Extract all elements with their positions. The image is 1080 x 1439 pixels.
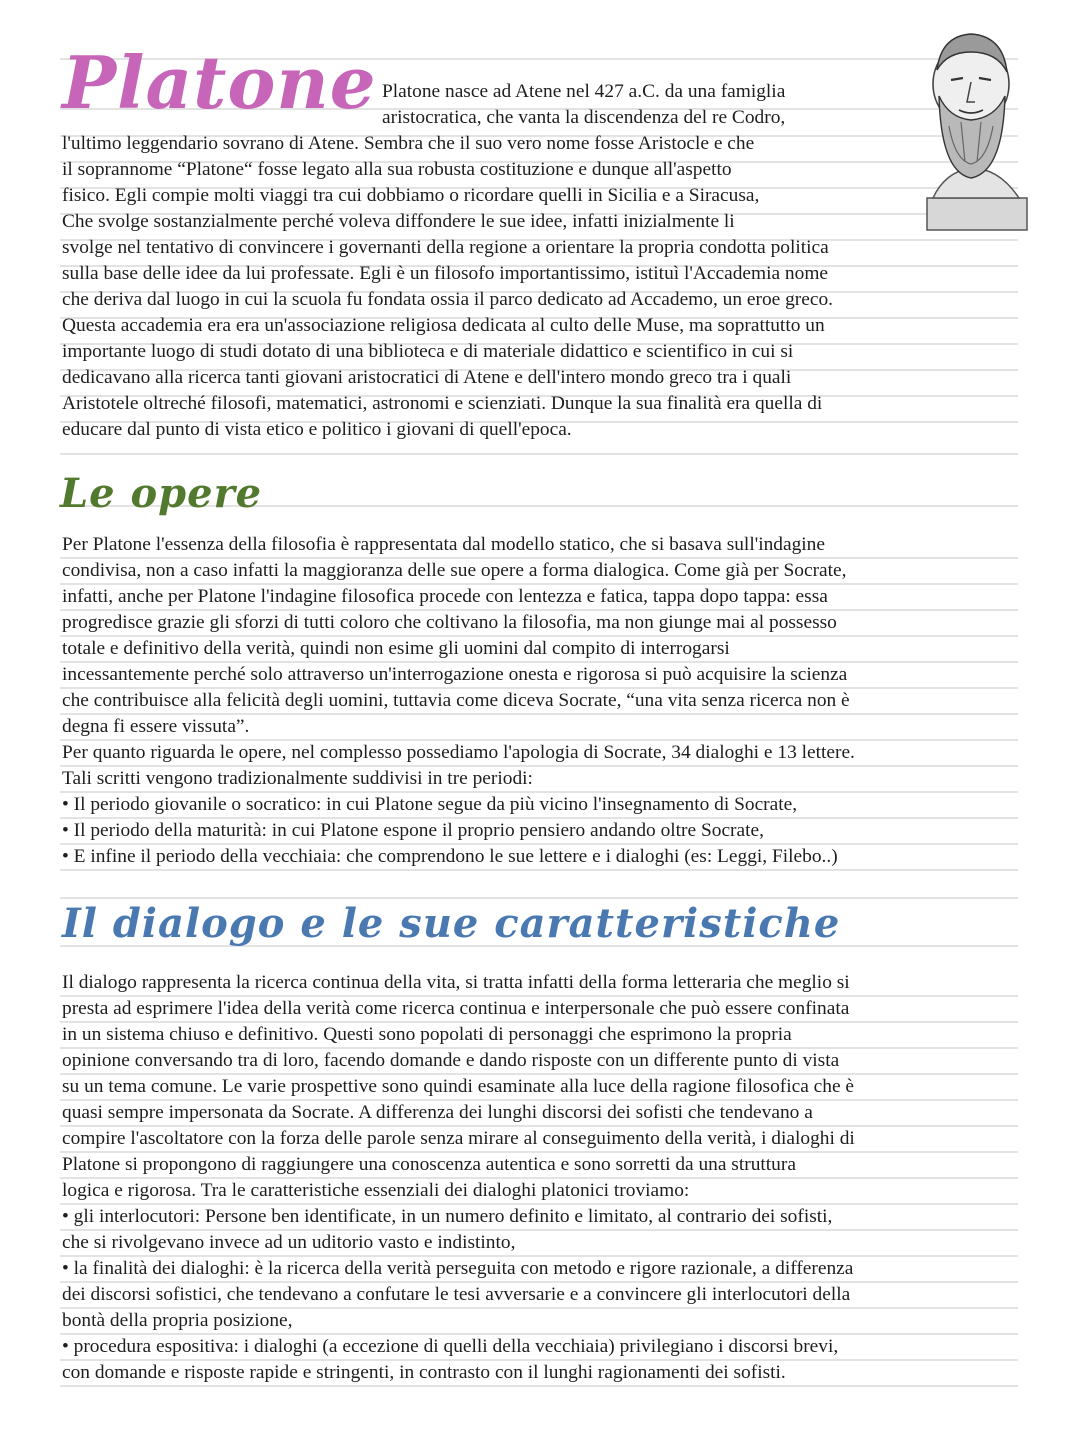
platone-intro <box>382 79 785 131</box>
text-line: Per quanto riguarda le opere, nel complesso possediamo l'apologia di Socrate, 34 dialoghi e 13 lettere. <box>62 742 855 763</box>
text-line: che deriva dal luogo in cui la scuola fu fondata ossia il parco dedicato ad Accademo, un eroe greco. <box>62 289 834 310</box>
list-item: • E infine il periodo della vecchiaia: che comprendono le sue lettere e i dialoghi (es: Leggi, Filebo..) <box>62 846 838 867</box>
text-line: totale e definitivo della verità, quindi non esime gli uomini dal compito di interrogarsi <box>62 638 730 659</box>
text-line: che contribuisce alla felicità degli uomini, tuttavia come diceva Socrate, “una vita senza ricerca non è <box>62 690 850 711</box>
list-item: • Il periodo della maturità: in cui Platone espone il proprio pensiero andando oltre Socrate, <box>62 820 764 841</box>
list-item: • la finalità dei dialoghi: è la ricerca della verità perseguita con metodo e rigore razionale, a differenza <box>62 1258 854 1279</box>
text-line: dei discorsi sofistici, che tendevano a confutare le tesi avversarie e a convincere gli interlocutori della <box>62 1284 851 1305</box>
text-line: logica e rigorosa. Tra le caratteristiche essenziali dei dialoghi platonici troviamo: <box>62 1180 690 1201</box>
text-line: su un tema comune. Le varie prospettive sono quindi esaminate alla luce della ragione filosofica che è <box>62 1076 855 1097</box>
list-item: • procedura espositiva: i dialoghi (a eccezione di quelli della vecchiaia) privilegiano i discorsi brevi, <box>62 1336 839 1357</box>
text-line: opinione conversando tra di loro, facendo domande e dando risposte con un differente punto di vista <box>62 1050 840 1071</box>
text-line: educare dal punto di vista etico e politico i giovani di quell'epoca. <box>62 419 572 440</box>
text-line: fisico. Egli compie molti viaggi tra cui dobbiamo o ricordare quelli in Sicilia e a Siracusa, <box>62 185 760 206</box>
text-line: Che svolge sostanzialmente perché voleva diffondere le sue idee, infatti inizialmente li <box>62 211 735 232</box>
text-line: condivisa, non a caso infatti la maggioranza delle sue opere a forma dialogica. Come già per Socrate, <box>62 560 847 581</box>
text-line: incessantemente perché solo attraverso un'interrogazione onesta e rigorosa si può acquisire la scienza <box>62 664 848 685</box>
text-line: compire l'ascoltatore con la forza delle parole senza mirare al conseguimento della verità, i dialoghi di <box>62 1128 855 1149</box>
list-item: • gli interlocutori: Persone ben identificate, in un numero definito e limitato, al contrario dei sofisti, <box>62 1206 833 1227</box>
text-line: sulla base delle idee da lui professate. Egli è un filosofo importantissimo, istituì l'Accademia nome <box>62 263 829 284</box>
text-line: che si rivolgevano invece ad un uditorio vasto e indistinto, <box>62 1232 516 1253</box>
text-line: aristocratica, che vanta la discendenza del re Codro, <box>382 107 786 128</box>
text-line: in un sistema chiuso e definitivo. Questi sono popolati di personaggi che esprimono la propria <box>62 1024 792 1045</box>
opere-paragraph <box>62 532 855 870</box>
text-line: Aristotele oltreché filosofi, matematici, astronomi e scienziati. Dunque la sua finalità era quella di <box>62 393 823 414</box>
text-line: l'ultimo leggendario sovrano di Atene. Sembra che il suo vero nome fosse Aristocle e che <box>62 133 755 154</box>
text-line: con domande e risposte rapide e stringenti, in contrasto con il lunghi ragionamenti dei sofisti. <box>62 1362 786 1383</box>
text-line: Platone si propongono di raggiungere una conoscenza autentica e sono sorretti da una struttura <box>62 1154 796 1175</box>
title-platone: Platone <box>62 40 377 125</box>
text-line: svolge nel tentativo di convincere i governanti della regione a orientare la propria condotta politica <box>62 237 829 258</box>
text-line: progredisce grazie gli sforzi di tutti coloro che coltivano la filosofia, ma non giunge mai al possesso <box>62 612 837 633</box>
text-line: importante luogo di studi dotato di una biblioteca e di materiale didattico e scientifico in cui si <box>62 341 794 362</box>
text-line: quasi sempre impersonata da Socrate. A differenza dei lunghi discorsi dei sofisti che tendevano a <box>62 1102 813 1123</box>
text-line: presta ad esprimere l'idea della verità come ricerca continua e interpersonale che può essere confinata <box>62 998 850 1019</box>
text-line: bontà della propria posizione, <box>62 1310 293 1331</box>
list-item: • Il periodo giovanile o socratico: in cui Platone segue da più vicino l'insegnamento di Socrate, <box>62 794 798 815</box>
text-line: Per Platone l'essenza della filosofia è rappresentata dal modello statico, che si basava sull'indagine <box>62 534 825 555</box>
title-le-opere: Le opere <box>60 470 263 517</box>
text-line: dedicavano alla ricerca tanti giovani aristocratici di Atene e dell'intero mondo greco tra i quali <box>62 367 792 388</box>
plato-bust-image <box>905 22 1035 234</box>
text-line: Tali scritti vengono tradizionalmente suddivisi in tre periodi: <box>62 768 533 789</box>
dialogo-paragraph <box>62 970 855 1386</box>
text-line: Il dialogo rappresenta la ricerca continua della vita, si tratta infatti della forma letteraria che meglio si <box>62 972 850 993</box>
platone-paragraph <box>62 131 833 443</box>
text-line: Platone nasce ad Atene nel 427 a.C. da una famiglia <box>382 81 786 102</box>
text-line: degna fi essere vissuta”. <box>62 716 250 737</box>
text-line: infatti, anche per Platone l'indagine filosofica procede con lentezza e fatica, tappa dopo tappa: essa <box>62 586 828 607</box>
text-line: il soprannome “Platone“ fosse legato alla sua robusta costituzione e dunque all'aspetto <box>62 159 732 180</box>
text-line: Questa accademia era era un'associazione religiosa dedicata al culto delle Muse, ma soprattutto un <box>62 315 825 336</box>
title-il-dialogo: Il dialogo e le sue caratteristiche <box>62 900 841 947</box>
